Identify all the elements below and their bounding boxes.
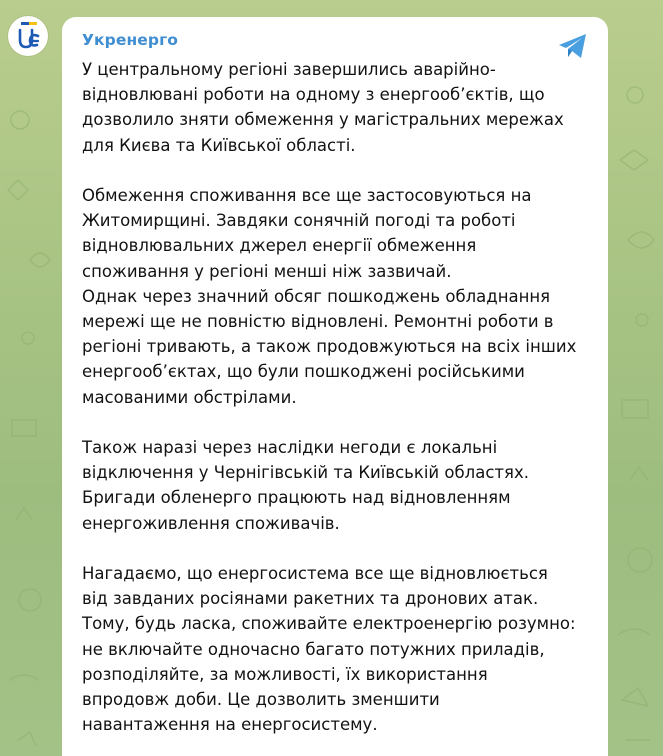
message-paragraph: Нагадаємо, що енергосистема все ще відновлюється від завданих росіянами ракетних та дронових атак. Тому, будь ласка, споживайте електроенергію розумно: не включайте одночасно багато потужних приладів, розподіляйте, за можливості, їх використання впродовж доби. Це дозволить зменшити навантаження на енергосистему.: [82, 564, 576, 735]
message-paragraph: У центральному регіоні завершились аварійно- відновлювані роботи на одному з енергооб’єктів, що дозволило зняти обмеження у магістральних мережах для Києва та Київської області.: [82, 60, 564, 155]
message-paragraph: Обмеження споживання все ще застосовуються на Житомирщині. Завдяки сонячній погоді та роботі відновлювальних джерел енергії обмеження споживання у регіоні менші ніж зазвичай. Однак через значний обсяг пошкоджень обладнання мережі ще не повністю відновлені. Ремонтні роботи в регіоні тривають, а також продовжуються на всіх інших енергооб’єктах, що були пошкоджені російськими масованими обстрілами.: [82, 186, 577, 407]
message-paragraph: Також наразі через наслідки негоди є локальні відключення у Чернігівській та Київській областях. Бригади обленерго працюють над відновленням енергоживлення споживачів.: [82, 438, 529, 533]
channel-post-bubble: [62, 17, 608, 756]
ukrenergo-logo-icon: [8, 16, 48, 56]
channel-avatar[interactable]: [8, 16, 48, 56]
message-text: [82, 57, 588, 737]
telegram-share-icon[interactable]: [556, 31, 590, 61]
channel-name[interactable]: Укренерго: [82, 31, 179, 49]
